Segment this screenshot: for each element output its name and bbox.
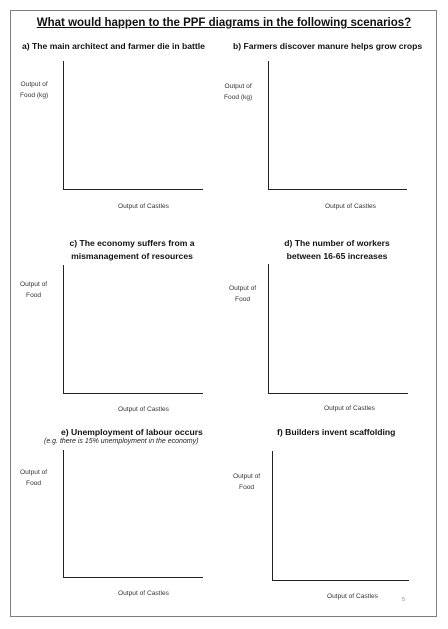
- scenario-d-xlabel: Output of Castles: [324, 405, 375, 412]
- scenario-d-y-axis: [268, 264, 269, 393]
- scenario-b-x-axis: [268, 189, 407, 190]
- scenario-c-x-axis: [63, 393, 203, 394]
- scenario-f-heading: f) Builders invent scaffolding: [277, 427, 396, 437]
- page-title: What would happen to the PPF diagrams in the following scenarios?: [36, 17, 412, 29]
- scenario-a-heading: a) The main architect and farmer die in battle: [22, 41, 205, 51]
- scenario-d-x-axis: [268, 393, 408, 394]
- scenario-c-ylabel: Output of Food: [20, 281, 48, 299]
- scenario-d-heading: d) The number of workers between 16-65 increases: [284, 238, 390, 261]
- scenario-a-ylabel: Output of Food (kg): [20, 81, 49, 99]
- scenario-e-ylabel: Output of Food: [20, 469, 48, 487]
- scenario-f-ylabel: Output of Food: [233, 473, 261, 491]
- scenario-e-xlabel: Output of Castles: [118, 590, 169, 597]
- scenario-b-y-axis: [268, 61, 269, 189]
- scenario-f-xlabel: Output of Castles: [327, 593, 378, 600]
- scenario-a-x-axis: [63, 189, 203, 190]
- scenario-c-heading: c) The economy suffers from a mismanagement of resources: [69, 238, 195, 261]
- scenario-a-xlabel: Output of Castles: [118, 203, 169, 210]
- scenario-c-y-axis: [63, 265, 64, 393]
- scenario-b-xlabel: Output of Castles: [325, 203, 376, 210]
- scenario-f-x-axis: [272, 580, 409, 581]
- scenario-b-heading: b) Farmers discover manure helps grow crops: [233, 41, 423, 51]
- scenario-e-heading: e) Unemployment of labour occurs: [61, 427, 203, 437]
- scenario-d-ylabel: Output of Food: [229, 285, 257, 303]
- page-number: 5: [402, 597, 406, 603]
- scenario-b-ylabel: Output of Food (kg): [224, 83, 253, 101]
- scenario-e-note: (e.g. there is 15% unemployment in the economy): [44, 438, 199, 445]
- scenario-e-y-axis: [63, 450, 64, 577]
- scenario-a-y-axis: [63, 61, 64, 189]
- scenario-c-xlabel: Output of Castles: [118, 406, 169, 413]
- scenario-f-y-axis: [272, 451, 273, 580]
- scenario-e-x-axis: [63, 577, 203, 578]
